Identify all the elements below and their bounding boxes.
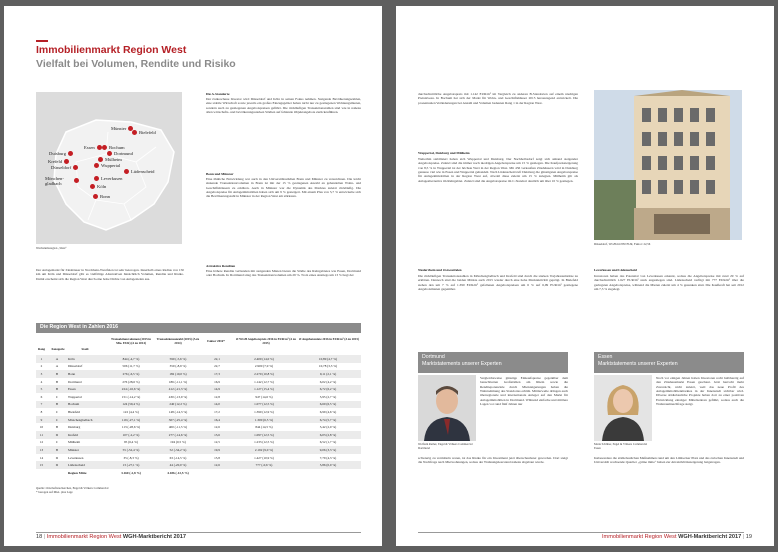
table-cell: 5 (36, 385, 47, 393)
table-cell: C (55, 440, 59, 445)
table-cell: 13 (-27,1 %) (107, 461, 155, 469)
table-cell: 8 (40, 409, 43, 414)
table-cell: Wuppertal (68, 394, 82, 399)
table-cell: 10,78 (3,3 %) (318, 364, 338, 369)
table-cell: 276 (-6,5 %) (107, 370, 155, 378)
page-subtitle: Vielfalt bei Volumen, Rendite und Risiko (36, 58, 236, 70)
table-row (36, 416, 361, 424)
table-cell: 95 (6,4 %) (123, 440, 138, 445)
col-header-transaktionsanzahl: Transaktionsanzahl (2015) (Δ zu 2014) (156, 337, 200, 345)
table-cell: 1.390 (12,9 %) (254, 409, 274, 414)
table-cell: Essen (67, 385, 107, 393)
table-heading-bar (36, 323, 361, 333)
table-cell: 307 (-25,4 %) (155, 416, 201, 424)
table-cell (295, 469, 361, 477)
table-cell: 4 (40, 379, 43, 384)
table-row (36, 408, 361, 416)
table-row (36, 439, 361, 447)
table-cell: 2 (40, 364, 43, 369)
table-cell: 7 (36, 401, 47, 409)
col-header-stadt: Stadt (81, 347, 89, 351)
building-illustration (594, 90, 742, 240)
expert-statement-continued: schwierig zu vermitteln waren, ist das Risiko für ein Investment jetzt überschaubarer geworden. Dort steigt die Nachfrage nach Mietwohnungen, sodass der Wohnungsleerstand nahezu abgebaut wurde. (418, 456, 568, 465)
paragraph-bochum: durchschnittliche Angebotspreis mit 1.142 EUR/m² im Vergleich zu anderen B-Standorten auf einem niedrigen Preisniveau. In Bochum hat sich der Markt für Wohn- und Geschäftshäuser 2015 herausragend entwickelt. Die prozentualen Veränderungen bei Anzahl und Volumen bedeuten Rang 1 in der Region West. (418, 92, 578, 105)
table-cell: C (47, 416, 67, 424)
table-cell: 2.270 (10,8 %) (233, 370, 295, 378)
location-dot-icon (73, 165, 78, 170)
table-cell: 14,9 (201, 385, 233, 393)
table-cell: 506 (11,7 %) (122, 364, 140, 369)
table-row (36, 401, 361, 409)
table-cell: C (55, 409, 59, 414)
table-cell: Mülheim (68, 440, 81, 445)
page-number: 19 (745, 534, 752, 540)
table-cell: 3.160 (-2,8 %) (121, 470, 141, 475)
table-row (36, 469, 361, 477)
heading-attraktive-renditen: Attraktive Renditen (206, 264, 236, 268)
table-cell: Düsseldorf (68, 364, 83, 369)
table-cell: Bochum (67, 401, 107, 409)
location-dot-icon (68, 151, 73, 156)
table-cell: 2.900 (7,9 %) (254, 364, 274, 369)
table-cell: 113 (-28,6 %) (121, 425, 141, 430)
expert-city: Dortmund (422, 354, 445, 360)
table-cell: D (47, 461, 67, 469)
table-cell: 107 (-2,2 %) (107, 431, 155, 439)
location-dot-icon (90, 184, 95, 189)
table-cell: 277 (-14,6 %) (155, 431, 201, 439)
table-cell: 1.233 (12,5 %) (254, 440, 274, 445)
table-cell: 4.186 (-12,5 %) (167, 470, 189, 475)
footer-divider (418, 532, 744, 533)
city-marker-wuppertal: Wuppertal (94, 163, 120, 168)
table-cell: B (55, 379, 59, 384)
table-cell: 400 (-11,5 %) (168, 425, 188, 430)
table-cell: Dortmund (68, 379, 82, 384)
expert-statement: Noch vor einigen Jahren haben Investoren recht halbherzig auf den Zinshausmarkt Essen geschaut. Jetzt herrscht mehr Zuversicht, nicht zuletzt, weil das neue Profil des Anlageimmobilienmarktes in der Innenstadt sichtbar wird. Diverse städtebauliche Projekte haben dort zu einer positiven Entwicklung einstiger Mittelzentren geführt, sodass auch die Wohnraumnachfrage steigt. (656, 376, 744, 407)
table-cell: 13,6 (201, 431, 233, 439)
table-cell: 124 (59,4 %) (107, 401, 155, 409)
city-marker-bochum: Bochum (102, 145, 125, 150)
table-cell: Region Mitte (68, 470, 87, 475)
expert-box-essen (594, 352, 744, 478)
expert-portrait (418, 375, 476, 441)
col-header-faktor: Faktor 2016* (207, 339, 225, 343)
table-cell (47, 469, 67, 477)
table-cell: Münster (67, 446, 107, 454)
table-row (36, 393, 361, 401)
footer-right: Immobilienmarkt Region West WGH-Marktbericht 2017 | 19 (602, 534, 752, 540)
table-cell: 5,86 (0,0 %) (295, 461, 361, 469)
heading-bonn-muenster: Bonn und Münster (206, 172, 234, 176)
table-cell: Duisburg (68, 425, 81, 430)
region-table (36, 355, 361, 477)
table-cell: 1.127 (15,4 %) (233, 385, 295, 393)
location-dot-icon (97, 145, 102, 150)
paragraph-leverkusen: Investoren haben das Potenzial von Leverkusen erkannt, sodass die Angebotspreise mit rund 29 % auf durchschnittlich 1.627 EUR/m² stark angestiegen sind. Lüdenscheid verfügt mit 777 EUR/m² über die geringsten Angebotspreise, während die Mieten zuletzt um 4 % gesunken sind. Die Kaufkraft hat seit 2012 um 7,3 % zugelegt. (594, 274, 744, 292)
table-cell: 947 (14,6 %) (255, 394, 273, 399)
table-cell: 186 (-11,1 %) (168, 379, 188, 384)
table-cell: 10 (39, 425, 44, 430)
table-cell: B (47, 370, 67, 378)
table-cell: 412 (-21,3 %) (155, 385, 201, 393)
expert-portrait (594, 375, 652, 441)
heading-niederrhein: Niederrhein und Ostwestfalen (418, 268, 462, 272)
heading-a-standorte: Die A-Standorte (206, 92, 230, 96)
expert-caption: Maria Schlüter, Engel & Völkers Commercial Essen (594, 442, 648, 450)
location-dot-icon (94, 176, 99, 181)
table-cell: 10,89 (4,7 %) (295, 355, 361, 363)
expert-box-dortmund (418, 352, 568, 478)
table-cell: 12,6 (214, 425, 220, 430)
table-cell: 13 (36, 446, 47, 454)
heading-leverkusen: Leverkusen und Lüdenscheid (594, 268, 637, 272)
table-cell: 9,11 (2,1 %) (295, 370, 361, 378)
table-cell: 6,99 (4,6 %) (319, 409, 337, 414)
city-marker-duisburg: Duisburg (49, 151, 73, 156)
location-dot-icon (102, 145, 107, 150)
table-heading: Die Region West in Zahlen 2016 (40, 324, 119, 330)
table-cell: 6,02 (4,2 %) (319, 379, 337, 384)
table-cell: 276 (28,6 %) (122, 379, 140, 384)
footer-brand: WGH-Marktbericht 2017 (678, 534, 742, 540)
page-title: Immobilienmarkt Region West (36, 44, 187, 56)
table-cell: 1 (36, 355, 47, 363)
paragraph-a-standorte: Der risikoscheue Investor wird Düsseldorf und Köln in seinen Fokus nehmen. Steigende Bevölkerungszahlen, eine stabile Wirtschaft sowie jeweils ein großes Einzugsgebiet haben nicht nur zu gestiegenen Wohnungsmieten, sondern auch zu gestiegenen Angebotspreisen geführt. Die rückläufigen Transaktionszahlen sind wie in nahezu allen wirtschafts- und bevölkerungsstarken Städten auf fehlende Objektangebote zurückzuführen. (206, 97, 361, 115)
table-cell: 224 (-16,6 %) (107, 385, 155, 393)
city-marker-essen: Essen (84, 145, 102, 150)
table-note: * bezogen auf Miet- plus Lage (36, 490, 73, 494)
table-cell: 1.077 (12,5 %) (233, 401, 295, 409)
table-cell: 35 (-8,3 %) (123, 455, 139, 460)
table-cell: 22,1 (201, 355, 233, 363)
table-cell: 19,9 (201, 446, 233, 454)
table-source: Quelle: Ortschaftsrecherchen, Engel & Völkers Commercial (36, 486, 109, 490)
location-dot-icon (93, 194, 98, 199)
table-cell: 9 (36, 416, 47, 424)
col-header-angebotsmiete: Ø Angebotsmiete 2016 in EUR/m² (Δ zu 2015) (298, 337, 359, 341)
table-cell: 1.097 (12,5 %) (233, 431, 295, 439)
location-dot-icon (98, 157, 103, 162)
table-cell: 15,8 (214, 455, 220, 460)
table-cell: Leverkusen (68, 455, 84, 460)
table-cell: 12,8 (214, 394, 220, 399)
table-cell: 16,4 (201, 416, 233, 424)
table-cell: 5,95 (2,7 %) (319, 394, 337, 399)
table-cell: 7,79 (4,3 %) (319, 455, 337, 460)
table-row (36, 370, 361, 378)
expert-heading: Marktstatements unserer Experten (598, 361, 678, 367)
table-cell: 430 (-13,9 %) (168, 394, 188, 399)
map-caption: Wachstumsregion „West“ (36, 246, 67, 250)
table-cell: 11 (36, 431, 47, 439)
city-marker-moenchengladbach: Mönchen-gladbach (45, 176, 64, 186)
city-marker-bonn: Bonn (93, 194, 110, 199)
table-row (36, 431, 361, 439)
table-cell: 55 (-52,4 %) (107, 446, 155, 454)
table-row (36, 461, 361, 469)
table-cell: 6 (40, 394, 43, 399)
table-cell: 22,7 (214, 364, 220, 369)
table-body (36, 355, 361, 477)
table-row (36, 355, 361, 363)
table-cell: 6,60 (6,5 %) (295, 401, 361, 409)
expert-box-header (594, 352, 744, 373)
table-cell: 777 (-0,6 %) (233, 461, 295, 469)
city-marker-duesseldorf: Düsseldorf (51, 165, 78, 170)
table-cell (36, 469, 47, 477)
expert-heading: Marktstatements unserer Experten (422, 361, 502, 367)
table-cell: 17,3 (201, 370, 233, 378)
table-cell: D (47, 431, 67, 439)
table-cell: 148 (-14,3 %) (168, 409, 188, 414)
table-cell: 15 (36, 461, 47, 469)
table-cell: 16,9 (214, 379, 220, 384)
expert-statement: Vergleichsweise günstige Einkaufspreise gegenüber dem benachbarten Großstädten am Rhein sowie die Renditepotenziale durch Mietsteigerungen haben die Wahrnehmung des Standortes erhöht. Mittlerweile drängen auch überregionale und internationale Anleger auf den Markt für Anlageimmobilien in Dortmund. Während einfache und mittlere Lagen vor rund fünf Jahren nur (480, 376, 568, 407)
left-page (4, 6, 382, 546)
heading-wuppertal: Wuppertal, Duisburg und Mülheim (418, 151, 470, 155)
portrait-illustration (418, 375, 476, 441)
table-cell: Bonn (67, 370, 107, 378)
location-dot-icon (74, 178, 79, 183)
table-cell: B (47, 401, 67, 409)
footer-brand: WGH-Marktbericht 2017 (122, 534, 186, 540)
table-cell: 5,42 (2,0 %) (319, 425, 337, 430)
table-cell: 122 (4,4 %) (123, 409, 139, 414)
table-cell: B (47, 385, 67, 393)
table-row (36, 385, 361, 393)
table-cell: 52 (-34,2 %) (155, 446, 201, 454)
location-dot-icon (94, 163, 99, 168)
table-cell: 844 (14,5 %) (255, 425, 273, 430)
table-cell (233, 469, 295, 477)
city-marker-muelheim: Mülheim (98, 157, 122, 162)
col-header-rang: Rang (37, 347, 46, 351)
page-number: 18 (36, 534, 43, 540)
table-cell: 590 (-5,6 %) (155, 355, 201, 363)
col-header-transaktionsvolumen: Transaktionsvolumen (2015 in Mio. EUR) (Δ zu 2014) (111, 337, 151, 345)
location-dot-icon (124, 169, 129, 174)
city-marker-krefeld: Krefeld (48, 159, 69, 164)
table-cell: 350 (-8,9 %) (169, 364, 187, 369)
table-cell: D (55, 455, 59, 460)
paragraph-niederrhein: Die rückläufigen Transaktionszahlen in Mönchengladbach und Krefeld sind durch die starken Vorjahresumsätze zu erklären. Dennoch sind die beiden Märkte auch 2015 wieder durch eine hohe Marktaktivität geprägt. In Bielefeld stehen den um 7 % auf 1.390 EUR/m² gefallenen Angebotspreisen um 6 % auf 6,99 EUR/m² gestiegene Angebotsmieten gegenüber. (418, 274, 578, 292)
table-cell: 12,5 (214, 440, 220, 445)
intro-paragraph: Der Anlagemarkt für Zinshäuser in Nordrhein-Westfalen ist sehr heterogen. Innerhalb eines Radius von 150 km um Köln und Düsseldorf gibt es vielfältige Alternativen hinsichtlich Volumen, Rendite und Risiko. Damit erscheint sich die Region West durch eine hohe Dichte von Anlagezielen aus. (36, 268, 184, 281)
table-row (36, 378, 361, 386)
table-cell: 14 (39, 455, 44, 460)
table-cell: 9,06 (3,3 %) (295, 446, 361, 454)
location-dot-icon (132, 130, 137, 135)
table-cell: Köln (67, 355, 107, 363)
table-cell: Mönchengladbach (67, 416, 107, 424)
table-cell: 1.300 (6,5 %) (233, 416, 295, 424)
footer-divider (36, 532, 361, 533)
paragraph-attraktive-renditen: Eine höhere Rendite verbunden mit steigenden Mieten bieten die Städte des Ruhrgebietes wie Essen, Dortmund oder Bochum. In Dortmund stieg das Transaktionsvolumen um 29 %. Trotz eines Anstiegs um 13 % liegt der (206, 269, 361, 278)
table-cell: 44 (-20,0 %) (155, 461, 201, 469)
table-cell: A (55, 364, 59, 369)
city-marker-bielefeld: Bielefeld (132, 130, 156, 135)
table-cell: 151 (-14,2 %) (121, 394, 141, 399)
table-row (36, 454, 361, 462)
table-cell: 119 (-27,1 %) (107, 416, 155, 424)
building-photo (594, 90, 742, 240)
title-accent-line (36, 40, 48, 42)
table-row (36, 363, 361, 371)
footer-left: 18 | Immobilienmarkt Region West WGH-Marktbericht 2017 (36, 534, 186, 540)
table-row (36, 423, 361, 431)
paragraph-wuppertal: Weiterhin stabilisiert haben sich Wuppertal und Duisburg. Der Nachholbedarf zeigt sich anhand steigender Angebotspreise. Zuletzt sind die immer noch niedrigen Angebotspreise um 15 % gestiegen. Die Kaufpreissteigerung von 8,5 % in Wuppertal ist der höchste Wert in der Region West. Mit 456 verkauften Zinshäusern wird in Duisburg genauso viel wie in Essen und Wuppertal gehandelt. Nach Lüdenscheid ruft Duisburg die günstigsten Angebotspreise für Anlageimmobilien in der Region West auf, obwohl diese zuletzt um 15 % zulegten. Mülheim gilt als Anlagealternative im Ruhrgebiet. Zuletzt sind die Angebotspreise im C-Standort deutlich um über 10 % gestiegen. (418, 157, 578, 183)
table-cell: 12 (39, 440, 44, 445)
table-cell: Bielefeld (68, 409, 81, 414)
city-marker-koeln: Köln (90, 184, 106, 189)
table-cell: 6,03 (2,8 %) (295, 431, 361, 439)
paragraph-bonn-muenster: Eine ähnliche Entwicklung war auch in den Universitätsstädten Bonn und Münster zu verzeichnen. Die leicht sinkende Transaktionsvolumen in Bonn ist mit der 15 % gestiegenen Anzahl an gehandelten Wohn- und Geschäftshäusern zu erklären. Auch in Münster war die Dynamik des Marktes zuletzt rückläufig. Die Angebotspreise für Anlageimmobilien haben sich um 9 % gesteigert. Mit einem Plus von 5,7 % entwickelte sich die Bevölkerungszahl in Münster in der Region West am stärksten. (206, 177, 361, 199)
table-cell: Krefeld (67, 431, 107, 439)
city-marker-leverkusen: Leverkusen (94, 176, 122, 181)
footer-title: Immobilienmarkt Region West (46, 534, 122, 540)
city-marker-dortmund: Dortmund (107, 151, 133, 156)
photo-caption: Düsseldorf, WGH mit 850 EUR, Faktor: 22,56 (594, 242, 651, 246)
expert-caption: Wolfram Reiber, Engel & Völkers Commercial Dortmund (418, 442, 473, 450)
location-dot-icon (107, 151, 112, 156)
table-cell: 63 (-14,5 %) (169, 455, 187, 460)
footer-title: Immobilienmarkt Region West (602, 534, 677, 540)
table-cell: 240 (12,2 %) (155, 401, 201, 409)
table-cell: 1.427 (10,9 %) (254, 455, 274, 460)
right-page (396, 6, 774, 546)
col-header-kategorie: Kategorie (51, 347, 65, 351)
table-cell: 14,0 (201, 401, 233, 409)
table-cell (201, 469, 233, 477)
table-cell: A (47, 355, 67, 363)
table-cell: B (55, 425, 59, 430)
table-cell: 1.142 (12,7 %) (254, 379, 274, 384)
table-cell: 12,6 (201, 461, 233, 469)
table-cell: 194 (0,5 %) (170, 440, 186, 445)
table-cell: Lüdenscheid (67, 461, 107, 469)
expert-statement-continued: Insbesondere die städtebaulichen Maßnahmen rund um den Limbecker Platz und das zwischen Innenstadt und Universität wachsende Quartier „grüne mitte“ haben zur Attraktivitätssteigerung beigetragen. (594, 456, 744, 465)
table-cell: 182 (10,0 %) (155, 370, 201, 378)
table-cell: B (47, 446, 67, 454)
table-cell: 6,52 (1,7 %) (319, 440, 337, 445)
table-cell: 2.192 (9,0 %) (233, 446, 295, 454)
expert-box-header (418, 352, 568, 373)
table-cell: 6,74 (5,7 %) (295, 416, 361, 424)
table-row (36, 446, 361, 454)
region-map (36, 92, 182, 244)
table-cell: 2.400 (14,0 %) (233, 355, 295, 363)
table-cell: 6,72 (6,2 %) (295, 385, 361, 393)
expert-city: Essen (598, 354, 613, 360)
location-dot-icon (64, 159, 69, 164)
table-cell: C (55, 394, 59, 399)
table-cell: 17,2 (214, 409, 220, 414)
city-marker-muenster: Münster (111, 126, 133, 131)
col-header-angebotspreis: Ø WGH Angebotspreis 2016 in EUR/m² (Δ zu 2015) (236, 337, 296, 345)
table-cell: 3 (36, 370, 47, 378)
table-cell: 844 (-4,7 %) (107, 355, 155, 363)
city-marker-luedenscheid: Lüdenscheid (124, 169, 154, 174)
portrait-illustration (594, 375, 652, 441)
